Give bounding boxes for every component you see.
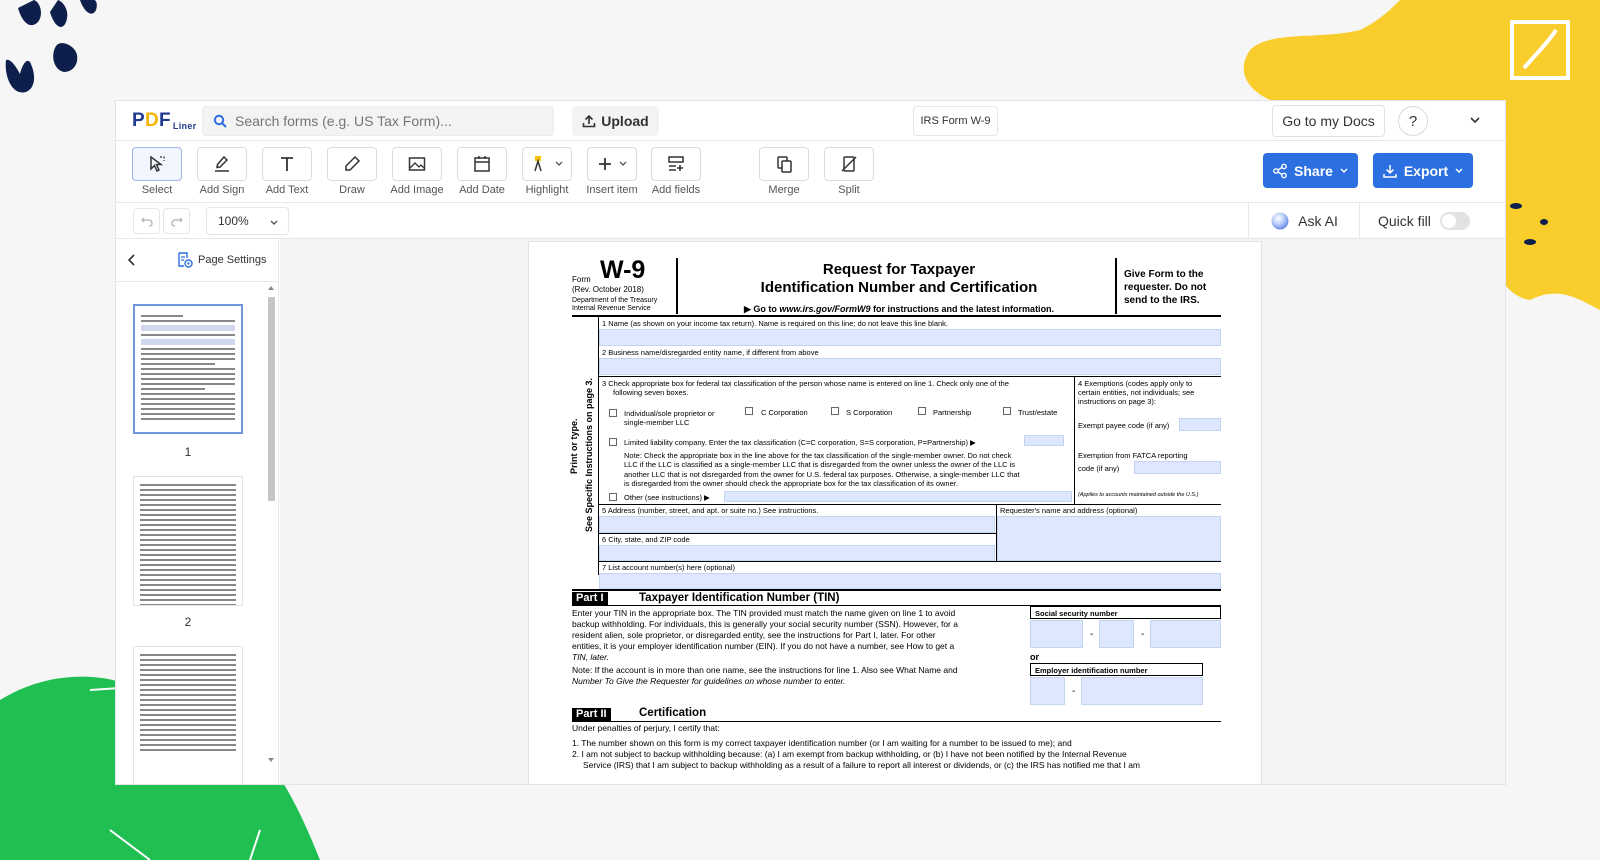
other-label: Other (see instructions) ▶ (624, 493, 710, 502)
download-icon (1382, 163, 1398, 179)
chevron-down-icon (618, 159, 628, 169)
document-name[interactable]: IRS Form W-9 (913, 106, 998, 136)
tool-label: Select (141, 184, 173, 196)
tool-add-fields[interactable] (646, 147, 706, 196)
redo-button[interactable] (163, 208, 190, 234)
share-icon (1272, 163, 1288, 179)
individual-label-cont: single-member LLC (624, 418, 690, 427)
go-to-my-docs-button[interactable]: Go to my Docs (1272, 105, 1385, 137)
cert-intro: Under penalties of perjury, I certify that: (572, 723, 720, 733)
cert-item-2-cont: Service (IRS) that I am subject to backup withholding as a result of a failure to report all interest or dividends, or (c) the IRS has notified me that I am (583, 760, 1141, 770)
part-2-tag: Part II (572, 708, 611, 721)
ein-part-2[interactable] (1081, 677, 1203, 705)
give-form-line-2: requester. Do not (1124, 282, 1207, 293)
c-corporation-checkbox[interactable] (745, 407, 753, 415)
goto-suffix: for instructions and the latest information. (870, 304, 1055, 314)
fatca-applies-note: (Applies to accounts maintained outside the U.S.) (1078, 492, 1199, 498)
chevron-down-icon (554, 159, 564, 169)
note-line-4: is disregarded from the owner should check the appropriate box for the tax classification of its owner. (624, 479, 958, 488)
search-box (202, 106, 554, 136)
tin-text-4: entities, it is your employer identification number (EIN). If you do not have a number, see How to get a (572, 641, 955, 651)
w9-document-page (528, 241, 1262, 784)
exempt-payee-field[interactable] (1179, 418, 1221, 431)
upload-label: Upload (601, 113, 649, 129)
rule (572, 721, 1221, 722)
text-icon (277, 154, 297, 174)
trust-estate-checkbox[interactable] (1003, 407, 1011, 415)
ssn-dash-1: - (1090, 629, 1094, 640)
partnership-checkbox[interactable] (918, 407, 926, 415)
app-logo[interactable]: PDF $_{Liner}$ (132, 110, 197, 131)
s-corporation-checkbox[interactable] (831, 407, 839, 415)
side-label-instructions: See Specific Instructions on page 3. (584, 377, 594, 532)
upload-icon (582, 114, 596, 128)
quick-fill (1378, 203, 1470, 239)
line-1-label: 1 Name (as shown on your income tax return). Name is required on this line; do not leave this line blank. (602, 319, 949, 328)
undo-icon (140, 214, 154, 228)
ein-part-1[interactable] (1030, 677, 1065, 705)
department-line-1: Department of the Treasury (572, 297, 658, 304)
exemptions-line-2: certain entities, not individuals; see (1078, 388, 1195, 397)
redo-icon (170, 214, 184, 228)
upload-button[interactable] (572, 106, 659, 136)
part-1-title: Taxpayer Identification Number (TIN) (639, 592, 840, 604)
zoom-select[interactable] (206, 207, 289, 235)
pdf-editor-window (116, 101, 1505, 784)
tool-add-image[interactable] (387, 147, 447, 196)
part-2-title: Certification (639, 707, 707, 719)
toolbar (116, 141, 1505, 203)
c-corporation-label: C Corporation (761, 408, 808, 417)
tool-label: Add Image (390, 184, 444, 196)
tin-text-5: TIN, later. (572, 652, 609, 662)
document-workspace (280, 239, 1505, 784)
partnership-label: Partnership (933, 408, 972, 417)
search-icon (213, 114, 227, 128)
line-7-label: 7 List account number(s) here (optional) (602, 563, 735, 572)
tool-label: Add Sign (199, 184, 245, 196)
exemptions-line-1: 4 Exemptions (codes apply only to (1078, 379, 1193, 388)
page-settings-label: Page Settings (198, 254, 267, 266)
tool-add-sign[interactable] (192, 147, 252, 196)
ssn-label: Social security number (1030, 606, 1221, 619)
tool-label: Highlight (525, 184, 569, 196)
rule (599, 504, 1221, 505)
tool-label: Add Date (459, 184, 505, 196)
tin-text-2: backup withholding. For individuals, this is generally your social security number (SSN). However, for a (572, 619, 958, 629)
tin-text-3: resident alien, sole proprietor, or disregarded entity, see the instructions for Part I, later. For other (572, 630, 936, 640)
page-number: 2 (184, 615, 192, 629)
line-5-label: 5 Address (number, street, and apt. or suite no.) See instructions. (602, 506, 819, 515)
rule (572, 315, 1221, 317)
tool-insert-item[interactable] (582, 147, 642, 196)
form-code: W-9 (600, 256, 646, 284)
or-label: or (1030, 652, 1039, 662)
export-label: Export (1403, 162, 1449, 179)
instructions-link-line (689, 305, 1109, 314)
line-2-label: 2 Business name/disregarded entity name, if different from above (602, 348, 819, 357)
ai-orb-icon (1270, 211, 1290, 231)
individual-label: Individual/sole proprietor or (624, 409, 715, 418)
llc-checkbox[interactable] (609, 438, 617, 446)
exemptions-line-3: instructions on page 3): (1078, 397, 1156, 406)
scroll-up-icon[interactable] (267, 285, 275, 291)
rule (599, 376, 1221, 377)
rule (599, 561, 1221, 562)
line-3-label-cont: following seven boxes. (613, 388, 689, 397)
divider (598, 317, 599, 575)
chevron-down-icon (1454, 166, 1464, 176)
ask-ai-button[interactable] (1248, 203, 1360, 239)
fatca-label-line-2: code (if any) (1078, 464, 1120, 473)
share-label: Share (1294, 162, 1333, 179)
s-corporation-label: S Corporation (846, 408, 893, 417)
page-thumbnails-panel (116, 239, 279, 784)
pen-icon (342, 154, 362, 174)
page-thumbnail-1[interactable] (133, 304, 243, 434)
page-number: 1 (184, 445, 192, 459)
note-line-3: another LLC that is not disregarded from the owner for U.S. federal tax purposes. Otherwise, a single-member LLC that (624, 470, 1020, 479)
tin-note-2: Number To Give the Requester for guidelines on whose number to enter. (572, 676, 846, 686)
plus-icon (596, 155, 614, 173)
chevron-down-icon[interactable] (1468, 113, 1482, 127)
note-line-1: Note: Check the appropriate box in the line above for the tax classification of the single-member owner. Do not check (624, 451, 1012, 460)
tool-label: Add fields (651, 184, 701, 196)
page-settings-icon (176, 251, 194, 269)
page-thumbnail-3[interactable] (133, 646, 243, 784)
part-1-tag: Part I (572, 592, 608, 605)
llc-label: Limited liability company. Enter the tax classification (C=C corporation, S=S corporation, P=Partnership) ▶ (624, 438, 976, 447)
calendar-icon (472, 154, 492, 174)
line-6-label: 6 City, state, and ZIP code (602, 535, 690, 544)
trust-estate-label: Trust/estate (1018, 408, 1058, 417)
panel-header (116, 239, 279, 282)
secondary-toolbar (116, 203, 1505, 239)
page-settings-button[interactable] (176, 251, 267, 269)
side-label-print: Print or type. (569, 418, 579, 474)
fields-icon (666, 154, 686, 174)
requester-field[interactable] (997, 516, 1221, 561)
city-state-zip-field[interactable] (599, 545, 995, 561)
zoom-value: 100% (218, 214, 249, 228)
top-bar (116, 101, 1505, 141)
ein-dash: - (1072, 686, 1076, 697)
goto-prefix: ▶ Go to (743, 304, 780, 314)
page-thumbnail-2[interactable] (133, 476, 243, 606)
ein-label: Employer identification number (1030, 663, 1203, 676)
scroll-down-icon[interactable] (267, 757, 275, 763)
tin-text-1: Enter your TIN in the appropriate box. The TIN provided must match the name given on line 1 to avoid (572, 608, 956, 618)
tool-add-date[interactable] (452, 147, 512, 196)
note-line-2: LLC if the LLC is classified as a single-member LLC that is disregarded from the owner unless the owner of the LLC is (624, 460, 1016, 469)
share-button[interactable] (1263, 153, 1358, 188)
split-icon (839, 154, 859, 174)
tool-label: Insert item (586, 184, 638, 196)
give-form-line-3: send to the IRS. (1124, 295, 1200, 306)
form-title-line-2: Identification Number and Certification (760, 279, 1038, 296)
quick-fill-label: Quick fill (1378, 213, 1431, 229)
undo-button[interactable] (133, 208, 160, 234)
highlighter-icon (530, 154, 550, 174)
address-field[interactable] (599, 516, 995, 533)
form-revision: (Rev. October 2018) (572, 285, 644, 294)
individual-checkbox[interactable] (609, 409, 617, 417)
ssn-part-3[interactable] (1150, 620, 1221, 648)
tin-note-1: Note: If the account is in more than one name, see the instructions for line 1. Also see What Name and (572, 665, 958, 675)
tool-add-text[interactable] (257, 147, 317, 196)
divider (1074, 376, 1075, 504)
tool-highlight[interactable] (517, 147, 577, 196)
fatca-label-line-1: Exemption from FATCA reporting (1078, 451, 1188, 460)
form-title-line-1: Request for Taxpayer (822, 261, 976, 278)
merge-icon (774, 154, 794, 174)
tool-label: Draw (339, 184, 365, 196)
image-icon (407, 154, 427, 174)
divider (1115, 258, 1117, 314)
fatca-code-field[interactable] (1134, 461, 1221, 474)
ssn-dash-2: - (1141, 629, 1145, 640)
rule (572, 589, 1221, 591)
other-field[interactable] (724, 491, 1072, 502)
tool-merge[interactable] (754, 147, 814, 196)
cert-item-1: 1. The number shown on this form is my correct taxpayer identification number (or I am waiting for a number to be issued to me); and (572, 738, 1072, 748)
name-field[interactable] (599, 329, 1221, 346)
business-name-field[interactable] (599, 358, 1221, 375)
divider (676, 258, 678, 314)
search-input[interactable] (235, 111, 535, 131)
chevron-down-icon (269, 218, 279, 228)
exempt-payee-label: Exempt payee code (if any) (1078, 421, 1170, 430)
scrollbar-thumb[interactable] (268, 297, 275, 501)
ssn-part-1[interactable] (1030, 620, 1083, 648)
account-numbers-field[interactable] (599, 573, 1221, 589)
other-checkbox[interactable] (609, 493, 617, 501)
rule (599, 533, 996, 534)
give-form-line-1: Give Form to the (1124, 269, 1204, 280)
signature-icon (212, 154, 232, 174)
cursor-icon (147, 154, 167, 174)
chevron-down-icon (1339, 166, 1349, 176)
ask-ai-label: Ask AI (1298, 213, 1338, 229)
navy-dots-decoration (0, 0, 110, 100)
chevron-left-icon[interactable] (126, 253, 138, 267)
tool-label: Split (838, 184, 860, 196)
tool-select[interactable] (127, 147, 187, 196)
cert-item-2: 2. I am not subject to backup withholding because: (a) I am exempt from backup withholding, or (b) I have not been notified by the Internal Revenue (572, 749, 1127, 759)
help-button[interactable]: ? (1398, 106, 1428, 136)
irs-url[interactable]: www.irs.gov/FormW9 (779, 304, 871, 314)
tool-draw[interactable] (322, 147, 382, 196)
tool-label: Merge (768, 184, 800, 196)
line-3-label: 3 Check appropriate box for federal tax classification of the person whose name is entered on line 1. Check only one of the (602, 379, 1009, 388)
tool-split[interactable] (819, 147, 879, 196)
department-line-2: Internal Revenue Service (572, 305, 651, 312)
tool-label: Add Text (265, 184, 309, 196)
export-button[interactable] (1373, 153, 1473, 188)
quick-fill-toggle[interactable] (1440, 212, 1470, 230)
ssn-part-2[interactable] (1099, 620, 1134, 648)
form-label: Form (572, 275, 591, 284)
llc-classification-field[interactable] (1024, 435, 1064, 446)
requester-label: Requester's name and address (optional) (1000, 506, 1138, 515)
